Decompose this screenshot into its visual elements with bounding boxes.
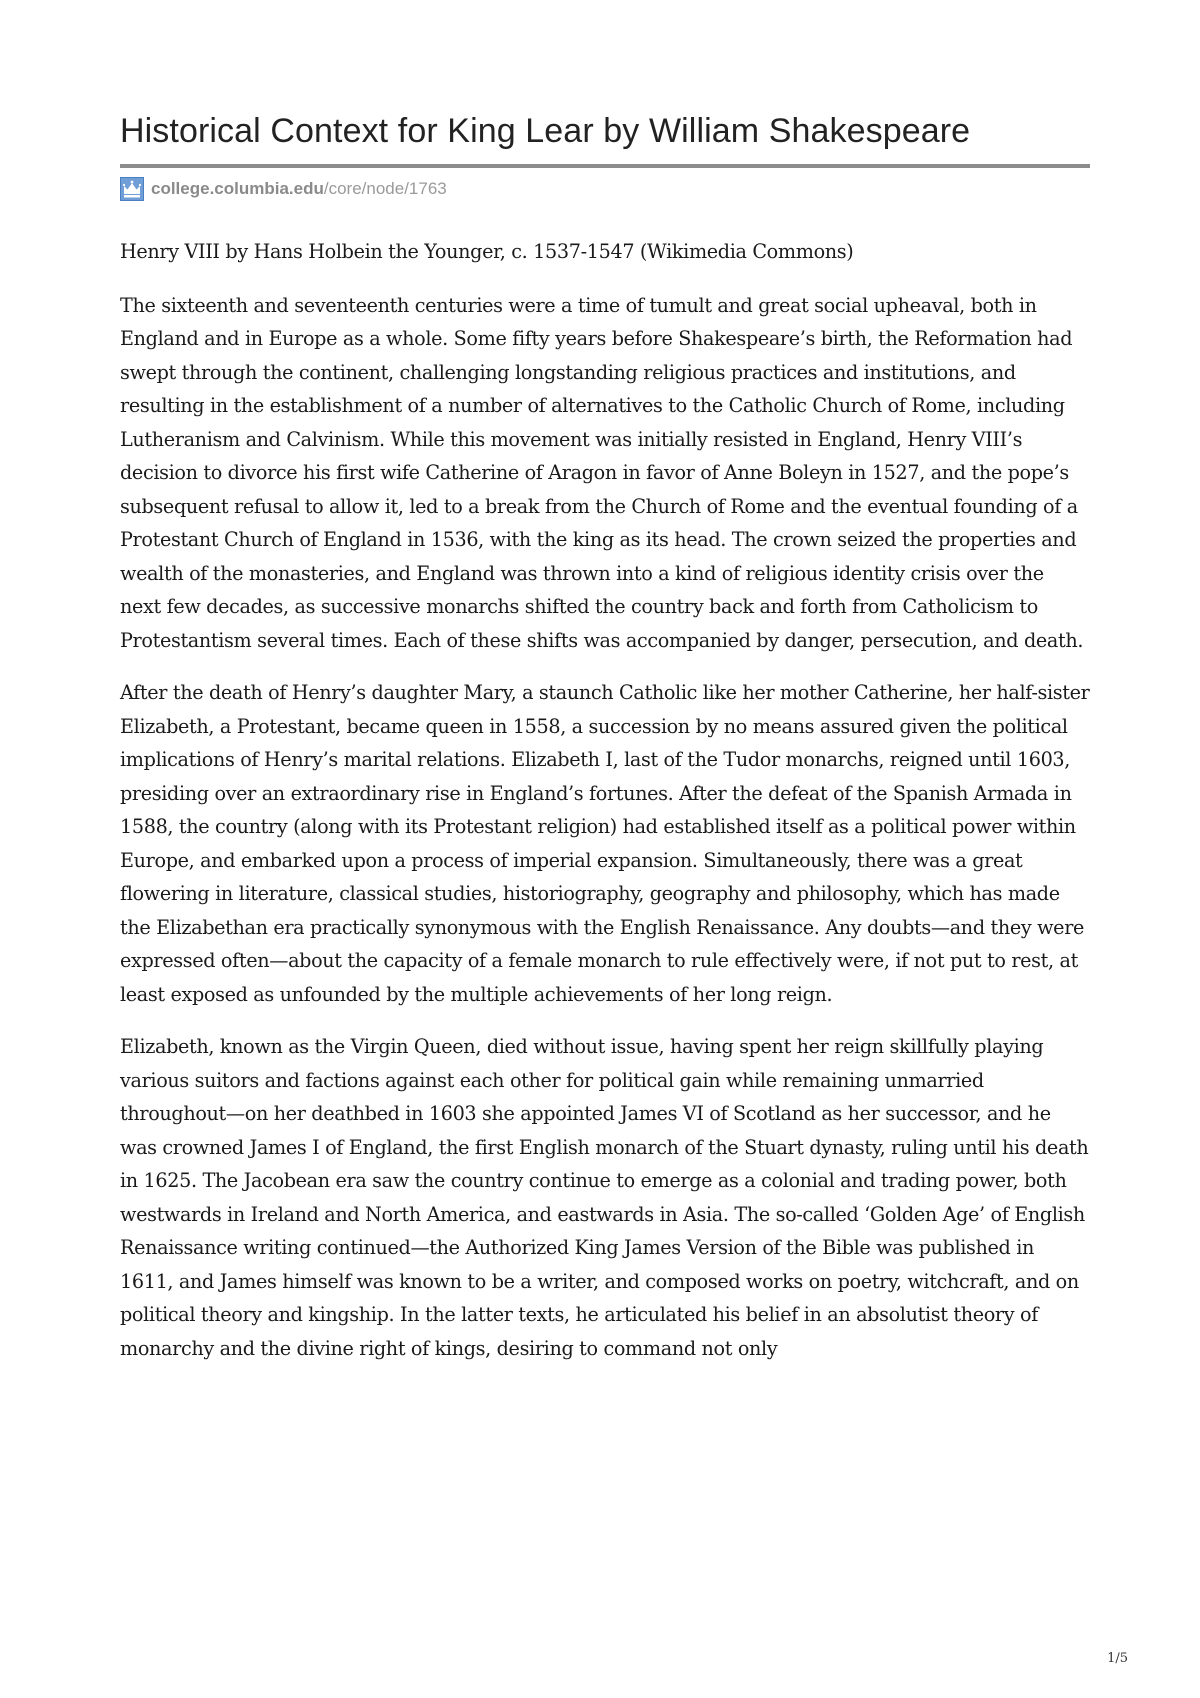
title-divider [120, 164, 1090, 168]
source-link[interactable] [120, 177, 1090, 201]
paragraph-1: The sixteenth and seventeenth centuries were a time of tumult and great social upheaval, both in England and in Europe as a whole. Some fifty years before Shakespeare’s birth, the Reformation had swept through the continent, challenging longstanding religious practices and institutions, and resulting in the establishment of a number of alternatives to the Catholic Church of Rome, including Lutheranism and Calvinism. While this movement was initially resisted in England, Henry VIII’s decision to divorce his first wife Catherine of Aragon in favor of Anne Boleyn in 1527, and the pope’s subsequent refusal to allow it, led to a break from the Church of Rome and the eventual founding of a Protestant Church of England in 1536, with the king as its head. The crown seized the properties and wealth of the monasteries, and England was thrown into a kind of religious identity crisis over the next few decades, as successive monarchs shifted the country back and forth from Catholicism to Protestantism several times. Each of these shifts was accompanied by danger, persecution, and death. [120, 293, 1084, 652]
source-domain[interactable]: college.columbia.edu [151, 179, 324, 198]
source-path[interactable]: /core/node/1763 [323, 179, 447, 198]
image-caption: Henry VIII by Hans Holbein the Younger, c. 1537-1547 (Wikimedia Commons) [120, 240, 854, 263]
page-number: 1/5 [1107, 1651, 1128, 1666]
document-title: Historical Context for King Lear by William Shakespeare [120, 112, 971, 150]
paragraph-3: Elizabeth, known as the Virgin Queen, died without issue, having spent her reign skillfully playing various suitors and factions against each other for political gain while remaining unmarried throughout—on her deathbed in 1603 she appointed James VI of Scotland as her successor, and he was crowned James I of England, the first English monarch of the Stuart dynasty, ruling until his death in 1625. The Jacobean era saw the country continue to emerge as a colonial and trading power, both westwards in Ireland and North America, and eastwards in Asia. The so-called ‘Golden Age’ of English Renaissance writing continued—the Authorized King James Version of the Bible was published in 1611, and James himself was known to be a writer, and composed works on poetry, witchcraft, and on political theory and kingship. In the latter texts, he articulated his belief in an absolutist theory of monarchy and the divine right of kings, desiring to command not only [120, 1035, 1089, 1360]
paragraph-2: After the death of Henry’s daughter Mary, a staunch Catholic like her mother Catherine, her half-sister Elizabeth, a Protestant, became queen in 1558, a succession by no means assured given the political implications of Henry’s marital relations. Elizabeth I, last of the Tudor monarchs, reigned until 1603, presiding over an extraordinary rise in England’s fortunes. After the defeat of the Spanish Armada in 1588, the country (along with its Protestant religion) had established itself as a political power within Europe, and embarked upon a process of imperial expansion. Simultaneously, there was a great flowering in literature, classical studies, historiography, geography and philosophy, which has made the Elizabethan era practically synonymous with the English Renaissance. Any doubts—and they were expressed often—about the capacity of a female monarch to rule effectively were, if not put to rest, at least exposed as unfounded by the multiple achievements of her long reign. [120, 681, 1090, 1006]
document-page [120, 110, 1090, 1365]
columbia-crown-icon [120, 177, 144, 201]
